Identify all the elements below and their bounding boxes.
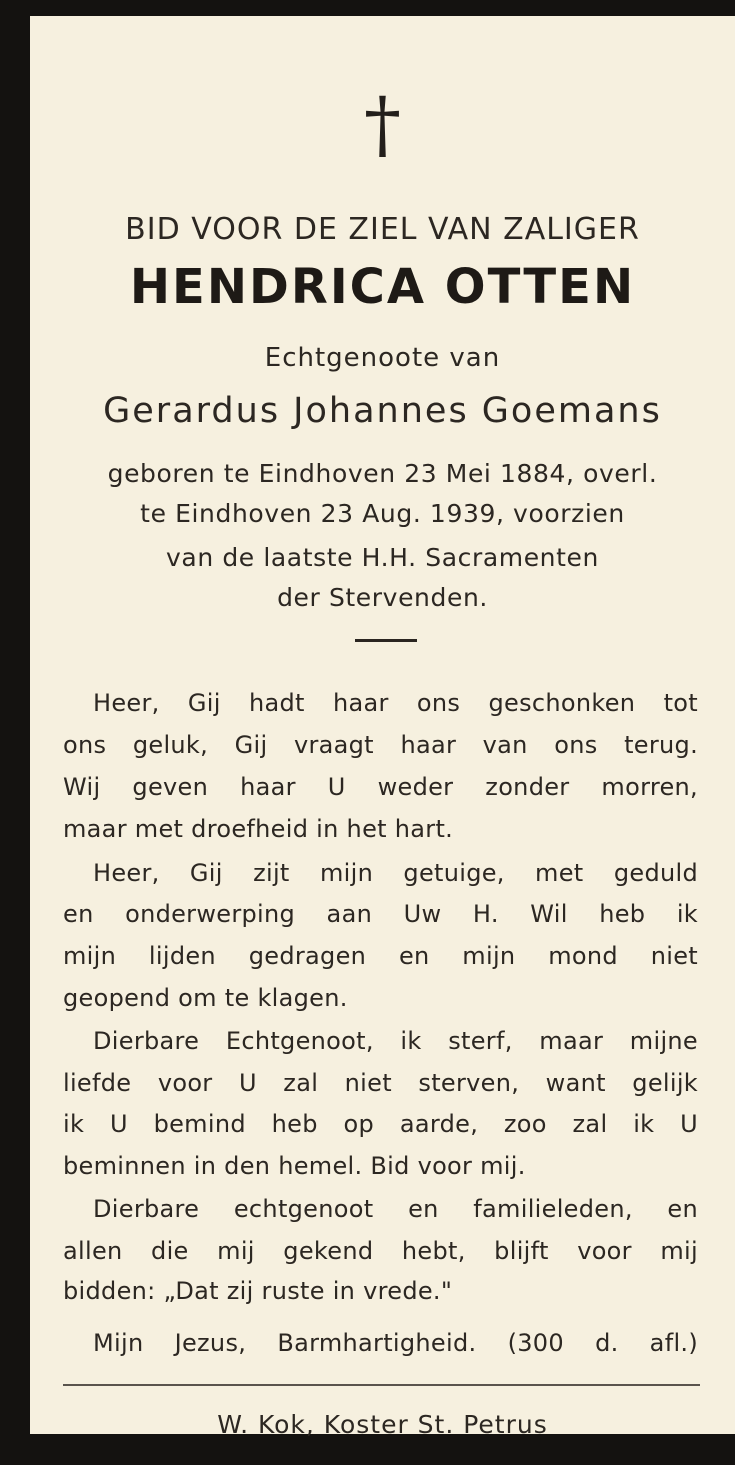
- prayer-line: Heer, Gij hadt haar ons geschonken tot: [93, 689, 698, 717]
- prayer-heading: BID VOOR DE ZIEL VAN ZALIGER: [125, 212, 640, 247]
- prayer-line: Mijn Jezus, Barmhartigheid. (300 d. afl.): [93, 1329, 698, 1357]
- prayer-line: mijn lijden gedragen en mijn mond niet: [63, 942, 698, 970]
- birth-line: geboren te Eindhoven 23 Mei 1884, overl.: [107, 459, 658, 488]
- prayer-line: allen die mij gekend hebt, blijft voor mij: [63, 1237, 698, 1265]
- memorial-card: [30, 16, 735, 1439]
- prayer-line: liefde voor U zal niet sterven, want gelijk: [63, 1069, 698, 1097]
- divider: [355, 639, 417, 642]
- prayer-line: Heer, Gij zijt mijn getuige, met geduld: [93, 859, 698, 887]
- prayer-line: ons geluk, Gij vraagt haar van ons terug.: [63, 731, 698, 759]
- birth-line: van de laatste H.H. Sacramenten: [166, 543, 599, 572]
- prayer-line: Dierbare echtgenoot en familieleden, en: [93, 1195, 698, 1223]
- prayer-line: bidden: „Dat zij ruste in vrede.": [63, 1277, 453, 1305]
- prayer-line: beminnen in den hemel. Bid voor mij.: [63, 1152, 526, 1180]
- birth-line: te Eindhoven 23 Aug. 1939, voorzien: [140, 499, 625, 528]
- printer-credit: W. Kok, Koster St. Petrus: [217, 1410, 548, 1439]
- birth-line: der Stervenden.: [277, 583, 488, 612]
- spouse-name: Gerardus Johannes Goemans: [103, 391, 662, 431]
- footer-divider: [63, 1384, 700, 1386]
- prayer-line: Dierbare Echtgenoot, ik sterf, maar mijne: [93, 1027, 698, 1055]
- spouse-intro: Echtgenoote van: [264, 343, 501, 373]
- prayer-line: geopend om te klagen.: [63, 984, 348, 1012]
- prayer-line: en onderwerping aan Uw H. Wil heb ik: [63, 900, 698, 928]
- deceased-name: HENDRICA OTTEN: [129, 259, 636, 315]
- cross-icon: †: [364, 82, 401, 168]
- prayer-line: Wij geven haar U weder zonder morren,: [63, 773, 698, 801]
- prayer-line: ik U bemind heb op aarde, zoo zal ik U: [63, 1110, 698, 1138]
- prayer-line: maar met droefheid in het hart.: [63, 815, 454, 843]
